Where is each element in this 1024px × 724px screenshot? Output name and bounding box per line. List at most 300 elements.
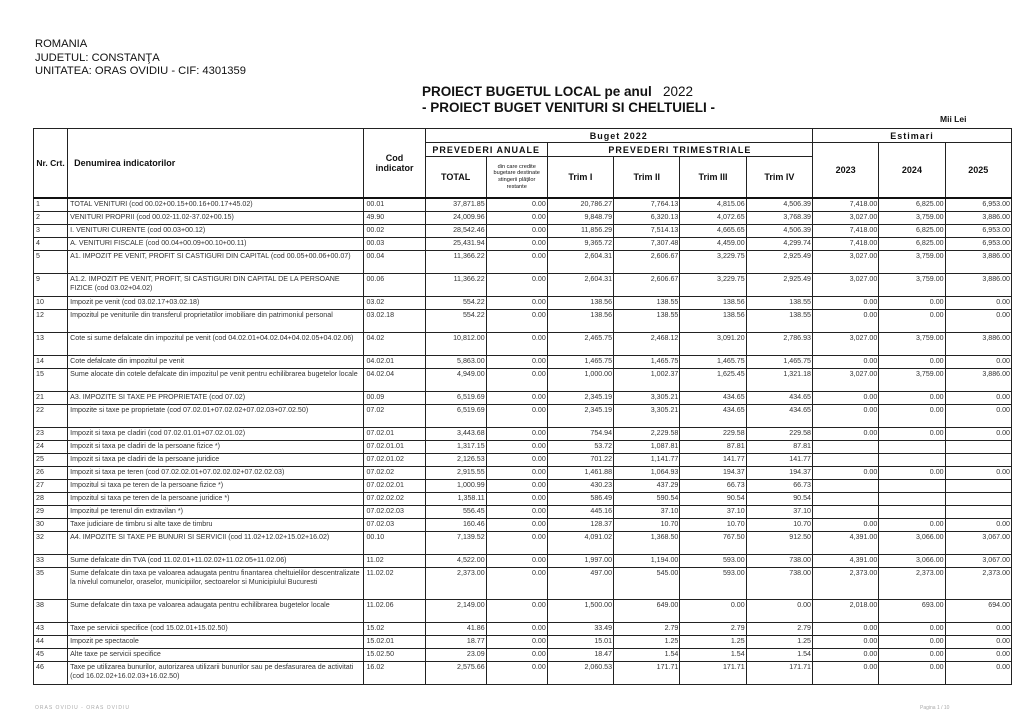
footer-left: ORAS OVIDIU - ORAS OVIDIU	[35, 705, 131, 711]
row-trim1: 20,786.27	[547, 198, 613, 211]
row-credite: 0.00	[486, 567, 547, 599]
row-trim4: 229.58	[746, 427, 812, 440]
table-row	[34, 635, 1012, 648]
row-trim3: 4,815.06	[680, 198, 746, 211]
row-trim2: 649.00	[614, 599, 680, 622]
row-trim2: 590.54	[614, 492, 680, 505]
row-trim1: 701.22	[547, 453, 613, 466]
table-row	[34, 198, 1012, 211]
row-cod: 07.02.02.03	[364, 505, 425, 518]
row-name: A1.2. IMPOZIT PE VENIT, PROFIT, SI CASTIGURI DIN CAPITAL DE LA PERSOANE FIZICE (cod 03.02+04.02)	[68, 273, 364, 296]
document-title	[422, 84, 715, 115]
row-total: 2,575.66	[425, 661, 486, 684]
row-cod: 16.02	[364, 661, 425, 684]
row-estimare-2024: 693.00	[879, 599, 945, 622]
row-trim3: 10.70	[680, 518, 746, 531]
row-trim1: 1,000.00	[547, 368, 613, 391]
row-total: 2,149.00	[425, 599, 486, 622]
row-estimare-2025	[945, 479, 1011, 492]
row-total: 10,812.00	[425, 332, 486, 355]
table-row	[34, 554, 1012, 567]
row-trim2: 2,606.67	[614, 273, 680, 296]
row-estimare-2023: 3,027.00	[813, 250, 879, 273]
row-trim3: 171.71	[680, 661, 746, 684]
row-credite: 0.00	[486, 554, 547, 567]
row-trim3: 1.25	[680, 635, 746, 648]
row-trim4: 2,925.49	[746, 250, 812, 273]
row-trim3: 138.56	[680, 309, 746, 332]
row-trim3: 593.00	[680, 554, 746, 567]
row-estimare-2023: 4,391.00	[813, 554, 879, 567]
row-trim4: 0.00	[746, 599, 812, 622]
row-name: Cote si sume defalcate din impozitul pe venit (cod 04.02.01+04.02.04+04.02.05+04.02.06)	[68, 332, 364, 355]
row-estimare-2023: 0.00	[813, 296, 879, 309]
row-estimare-2024: 0.00	[879, 309, 945, 332]
row-estimare-2023: 3,027.00	[813, 332, 879, 355]
row-estimare-2025	[945, 505, 1011, 518]
county-label: JUDETUL: CONSTANŢA	[35, 51, 160, 64]
row-nr: 26	[34, 466, 68, 479]
row-estimare-2025: 6,953.00	[945, 237, 1011, 250]
row-name: Impozite si taxe pe proprietate (cod 07.02.01+07.02.02+07.02.03+07.02.50)	[68, 404, 364, 427]
row-total: 23.09	[425, 648, 486, 661]
row-cod: 15.02.01	[364, 635, 425, 648]
row-trim2: 2.79	[614, 622, 680, 635]
row-trim3: 1,625.45	[680, 368, 746, 391]
row-trim4: 1.25	[746, 635, 812, 648]
row-name: Cote defalcate din impozitul pe venit	[68, 355, 364, 368]
row-nr: 22	[34, 404, 68, 427]
row-nr: 32	[34, 531, 68, 554]
table-row	[34, 661, 1012, 684]
row-trim2: 171.71	[614, 661, 680, 684]
row-estimare-2023: 3,027.00	[813, 368, 879, 391]
row-name: Impozitul si taxa pe teren de la persoane juridice *)	[68, 492, 364, 505]
row-estimare-2024: 0.00	[879, 404, 945, 427]
row-name: A3. IMPOZITE SI TAXE PE PROPRIETATE (cod 07.02)	[68, 391, 364, 404]
row-estimare-2023	[813, 440, 879, 453]
row-trim3: 3,229.75	[680, 273, 746, 296]
row-credite: 0.00	[486, 492, 547, 505]
row-name: Impozit si taxa pe teren (cod 07.02.02.01+07.02.02.02+07.02.02.03)	[68, 466, 364, 479]
row-total: 1,358.11	[425, 492, 486, 505]
row-nr: 4	[34, 237, 68, 250]
row-trim2: 1,465.75	[614, 355, 680, 368]
row-cod: 00.02	[364, 224, 425, 237]
row-estimare-2024: 0.00	[879, 635, 945, 648]
row-trim3: 37.10	[680, 505, 746, 518]
row-total: 160.46	[425, 518, 486, 531]
row-total: 554.22	[425, 309, 486, 332]
row-trim2: 3,305.21	[614, 391, 680, 404]
row-trim4: 1.54	[746, 648, 812, 661]
row-name: A4. IMPOZITE SI TAXE PE BUNURI SI SERVICII (cod 11.02+12.02+15.02+16.02)	[68, 531, 364, 554]
row-estimare-2025: 0.00	[945, 296, 1011, 309]
row-cod: 07.02.01.02	[364, 453, 425, 466]
table-row	[34, 648, 1012, 661]
row-credite: 0.00	[486, 273, 547, 296]
row-estimare-2024: 3,759.00	[879, 250, 945, 273]
row-estimare-2025: 3,886.00	[945, 368, 1011, 391]
row-total: 2,915.55	[425, 466, 486, 479]
row-trim3: 2.79	[680, 622, 746, 635]
row-total: 25,431.94	[425, 237, 486, 250]
row-estimare-2024	[879, 492, 945, 505]
header-2024: 2024	[879, 143, 945, 199]
row-estimare-2025: 0.00	[945, 404, 1011, 427]
row-trim3: 4,665.65	[680, 224, 746, 237]
table-row	[34, 404, 1012, 427]
row-estimare-2025: 0.00	[945, 661, 1011, 684]
row-cod: 07.02	[364, 404, 425, 427]
currency-unit: Mii Lei	[940, 114, 967, 124]
row-estimare-2025: 3,067.00	[945, 554, 1011, 567]
row-estimare-2023: 0.00	[813, 622, 879, 635]
row-estimare-2025: 0.00	[945, 309, 1011, 332]
row-estimare-2024: 3,759.00	[879, 368, 945, 391]
row-credite: 0.00	[486, 296, 547, 309]
row-estimare-2023: 7,418.00	[813, 224, 879, 237]
row-cod: 00.03	[364, 237, 425, 250]
row-trim2: 1,087.81	[614, 440, 680, 453]
row-trim2: 2,606.67	[614, 250, 680, 273]
row-name: A. VENITURI FISCALE (cod 00.04+00.09+00.10+00.11)	[68, 237, 364, 250]
row-cod: 00.09	[364, 391, 425, 404]
row-trim4: 2,786.93	[746, 332, 812, 355]
row-credite: 0.00	[486, 355, 547, 368]
row-credite: 0.00	[486, 211, 547, 224]
row-trim4: 4,506.39	[746, 224, 812, 237]
row-nr: 27	[34, 479, 68, 492]
row-estimare-2023: 2,018.00	[813, 599, 879, 622]
header-2023: 2023	[813, 143, 879, 199]
row-name: Taxe pe servicii specifice (cod 15.02.01+15.02.50)	[68, 622, 364, 635]
row-nr: 44	[34, 635, 68, 648]
row-name: A1. IMPOZIT PE VENIT, PROFIT SI CASTIGURI DIN CAPITAL (cod 00.05+00.06+00.07)	[68, 250, 364, 273]
row-trim3: 229.58	[680, 427, 746, 440]
row-total: 4,949.00	[425, 368, 486, 391]
row-nr: 46	[34, 661, 68, 684]
row-nr: 23	[34, 427, 68, 440]
table-row	[34, 466, 1012, 479]
row-trim1: 2,604.31	[547, 250, 613, 273]
row-cod: 15.02.50	[364, 648, 425, 661]
row-trim1: 4,091.02	[547, 531, 613, 554]
row-trim3: 141.77	[680, 453, 746, 466]
row-cod: 00.10	[364, 531, 425, 554]
row-cod: 00.01	[364, 198, 425, 211]
row-trim4: 2.79	[746, 622, 812, 635]
row-trim2: 1,194.00	[614, 554, 680, 567]
header-trim3: Trim III	[680, 157, 746, 199]
table-row	[34, 567, 1012, 599]
row-cod: 07.02.02.01	[364, 479, 425, 492]
row-trim4: 141.77	[746, 453, 812, 466]
row-estimare-2024	[879, 453, 945, 466]
row-estimare-2023	[813, 479, 879, 492]
row-trim3: 767.50	[680, 531, 746, 554]
row-total: 4,522.00	[425, 554, 486, 567]
row-trim1: 15.01	[547, 635, 613, 648]
row-trim1: 2,345.19	[547, 404, 613, 427]
row-trim2: 3,305.21	[614, 404, 680, 427]
row-name: Impozit pe venit (cod 03.02.17+03.02.18)	[68, 296, 364, 309]
row-cod: 04.02	[364, 332, 425, 355]
row-cod: 00.04	[364, 250, 425, 273]
table-row	[34, 296, 1012, 309]
row-estimare-2024: 3,066.00	[879, 554, 945, 567]
row-trim4: 66.73	[746, 479, 812, 492]
row-trim3: 138.56	[680, 296, 746, 309]
row-nr: 30	[34, 518, 68, 531]
row-name: Impozit si taxa pe cladiri de la persoane fizice *)	[68, 440, 364, 453]
row-trim1: 1,461.88	[547, 466, 613, 479]
row-estimare-2024: 0.00	[879, 661, 945, 684]
row-name: Impozit si taxa pe cladiri de la persoane juridice	[68, 453, 364, 466]
row-trim3: 3,229.75	[680, 250, 746, 273]
row-trim3: 3,091.20	[680, 332, 746, 355]
row-cod: 07.02.02	[364, 466, 425, 479]
row-cod: 00.06	[364, 273, 425, 296]
table-header	[34, 129, 1012, 199]
row-estimare-2024: 3,759.00	[879, 332, 945, 355]
row-credite: 0.00	[486, 250, 547, 273]
row-trim4: 4,299.74	[746, 237, 812, 250]
row-cod: 07.02.02.02	[364, 492, 425, 505]
row-estimare-2024: 0.00	[879, 622, 945, 635]
row-nr: 12	[34, 309, 68, 332]
row-nr: 9	[34, 273, 68, 296]
row-trim4: 2,925.49	[746, 273, 812, 296]
row-trim1: 9,365.72	[547, 237, 613, 250]
row-trim1: 128.37	[547, 518, 613, 531]
row-estimare-2025: 3,886.00	[945, 332, 1011, 355]
row-trim2: 1,368.50	[614, 531, 680, 554]
row-trim1: 9,848.79	[547, 211, 613, 224]
row-estimare-2024: 0.00	[879, 427, 945, 440]
row-nr: 29	[34, 505, 68, 518]
row-credite: 0.00	[486, 224, 547, 237]
row-total: 1,000.99	[425, 479, 486, 492]
row-trim4: 171.71	[746, 661, 812, 684]
row-name: Sume alocate din cotele defalcate din impozitul pe venit pentru echilibrarea bugetelor locale	[68, 368, 364, 391]
row-estimare-2025: 0.00	[945, 355, 1011, 368]
footer-right: Pagina 1 / 10	[920, 705, 950, 711]
table-row	[34, 518, 1012, 531]
row-trim1: 754.94	[547, 427, 613, 440]
document-header	[35, 38, 246, 79]
row-estimare-2023: 0.00	[813, 466, 879, 479]
table-row	[34, 479, 1012, 492]
table-row	[34, 505, 1012, 518]
row-trim1: 586.49	[547, 492, 613, 505]
row-trim3: 0.00	[680, 599, 746, 622]
row-cod: 04.02.04	[364, 368, 425, 391]
row-trim3: 4,072.65	[680, 211, 746, 224]
row-estimare-2025	[945, 440, 1011, 453]
row-trim2: 437.29	[614, 479, 680, 492]
table-row	[34, 492, 1012, 505]
row-nr: 28	[34, 492, 68, 505]
row-credite: 0.00	[486, 453, 547, 466]
row-trim4: 1,465.75	[746, 355, 812, 368]
row-trim3: 434.65	[680, 404, 746, 427]
row-trim2: 138.55	[614, 296, 680, 309]
row-credite: 0.00	[486, 198, 547, 211]
row-cod: 07.02.01.01	[364, 440, 425, 453]
row-trim2: 1.25	[614, 635, 680, 648]
row-nr: 33	[34, 554, 68, 567]
row-nr: 13	[34, 332, 68, 355]
title-year: 2022	[663, 84, 694, 99]
row-credite: 0.00	[486, 440, 547, 453]
row-trim1: 11,856.29	[547, 224, 613, 237]
row-trim1: 497.00	[547, 567, 613, 599]
row-trim1: 430.23	[547, 479, 613, 492]
row-credite: 0.00	[486, 368, 547, 391]
row-estimare-2023: 3,027.00	[813, 273, 879, 296]
row-credite: 0.00	[486, 309, 547, 332]
table-row	[34, 453, 1012, 466]
table-row	[34, 224, 1012, 237]
row-nr: 38	[34, 599, 68, 622]
table-row	[34, 332, 1012, 355]
row-name: Impozitul pe veniturile din transferul proprietatilor imobiliare din patrimoniul personal	[68, 309, 364, 332]
row-estimare-2024: 0.00	[879, 391, 945, 404]
row-total: 6,519.69	[425, 404, 486, 427]
table-row	[34, 599, 1012, 622]
row-estimare-2023: 0.00	[813, 427, 879, 440]
row-nr: 35	[34, 567, 68, 599]
row-credite: 0.00	[486, 635, 547, 648]
row-nr: 5	[34, 250, 68, 273]
row-estimare-2024: 0.00	[879, 466, 945, 479]
header-denumire: Denumirea indicatorilor	[68, 129, 364, 199]
header-total: TOTAL	[425, 157, 486, 199]
row-estimare-2025: 694.00	[945, 599, 1011, 622]
row-cod: 15.02	[364, 622, 425, 635]
row-estimare-2024: 3,066.00	[879, 531, 945, 554]
row-credite: 0.00	[486, 466, 547, 479]
row-nr: 43	[34, 622, 68, 635]
row-total: 7,139.52	[425, 531, 486, 554]
header-trim4: Trim IV	[746, 157, 812, 199]
row-name: Sume defalcate din taxa pe valoarea adaugata pentru finantarea cheltuielilor descentralizate la nivelul comunelor, oraselor, municipiilor, sectoarelor si Municipiului Bucuresti	[68, 567, 364, 599]
row-estimare-2025: 3,886.00	[945, 273, 1011, 296]
table-row	[34, 427, 1012, 440]
table-row	[34, 211, 1012, 224]
row-estimare-2025: 3,886.00	[945, 250, 1011, 273]
row-trim1: 1,465.75	[547, 355, 613, 368]
row-trim3: 1,465.75	[680, 355, 746, 368]
row-trim1: 138.56	[547, 296, 613, 309]
row-estimare-2025: 0.00	[945, 622, 1011, 635]
header-trim1: Trim I	[547, 157, 613, 199]
unit-label: UNITATEA: ORAS OVIDIU - CIF: 4301359	[35, 65, 246, 77]
row-name: Impozitul pe terenul din extravilan *)	[68, 505, 364, 518]
row-total: 3,443.68	[425, 427, 486, 440]
row-nr: 1	[34, 198, 68, 211]
row-estimare-2025: 0.00	[945, 466, 1011, 479]
row-estimare-2023	[813, 453, 879, 466]
row-trim4: 434.65	[746, 391, 812, 404]
row-total: 37,871.85	[425, 198, 486, 211]
budget-table	[33, 128, 1012, 685]
row-trim1: 18.47	[547, 648, 613, 661]
row-trim1: 33.49	[547, 622, 613, 635]
row-estimare-2025	[945, 492, 1011, 505]
row-estimare-2023: 2,373.00	[813, 567, 879, 599]
row-estimare-2024: 6,825.00	[879, 237, 945, 250]
row-estimare-2023: 7,418.00	[813, 237, 879, 250]
row-cod: 49.90	[364, 211, 425, 224]
row-name: Impozitul si taxa pe teren de la persoane fizice *)	[68, 479, 364, 492]
row-estimare-2024: 0.00	[879, 355, 945, 368]
row-trim4: 138.55	[746, 296, 812, 309]
row-estimare-2024: 6,825.00	[879, 224, 945, 237]
row-estimare-2025: 3,886.00	[945, 211, 1011, 224]
row-trim3: 90.54	[680, 492, 746, 505]
row-trim4: 1,321.18	[746, 368, 812, 391]
row-estimare-2023: 0.00	[813, 355, 879, 368]
row-estimare-2025: 0.00	[945, 648, 1011, 661]
row-credite: 0.00	[486, 531, 547, 554]
row-nr: 24	[34, 440, 68, 453]
row-credite: 0.00	[486, 391, 547, 404]
row-trim2: 1,064.93	[614, 466, 680, 479]
row-name: I. VENITURI CURENTE (cod 00.03+00.12)	[68, 224, 364, 237]
row-cod: 04.02.01	[364, 355, 425, 368]
header-2025: 2025	[945, 143, 1011, 199]
row-estimare-2023	[813, 505, 879, 518]
row-estimare-2023: 3,027.00	[813, 211, 879, 224]
row-cod: 07.02.01	[364, 427, 425, 440]
row-credite: 0.00	[486, 404, 547, 427]
row-total: 41.86	[425, 622, 486, 635]
row-total: 556.45	[425, 505, 486, 518]
row-trim4: 434.65	[746, 404, 812, 427]
title-line1: PROIECT BUGETUL LOCAL pe anul	[422, 84, 652, 99]
row-trim1: 2,604.31	[547, 273, 613, 296]
row-estimare-2023: 0.00	[813, 518, 879, 531]
row-credite: 0.00	[486, 427, 547, 440]
table-row	[34, 368, 1012, 391]
row-trim3: 194.37	[680, 466, 746, 479]
row-nr: 15	[34, 368, 68, 391]
row-estimare-2023: 7,418.00	[813, 198, 879, 211]
row-estimare-2024: 6,825.00	[879, 198, 945, 211]
row-total: 2,373.00	[425, 567, 486, 599]
row-estimare-2025: 0.00	[945, 427, 1011, 440]
row-estimare-2025: 6,953.00	[945, 224, 1011, 237]
header-trim2: Trim II	[614, 157, 680, 199]
table-body	[34, 198, 1012, 684]
row-cod: 11.02	[364, 554, 425, 567]
row-total: 28,542.46	[425, 224, 486, 237]
row-nr: 3	[34, 224, 68, 237]
row-estimare-2025: 0.00	[945, 635, 1011, 648]
row-trim2: 10.70	[614, 518, 680, 531]
table-row	[34, 440, 1012, 453]
table-row	[34, 309, 1012, 332]
row-estimare-2023: 0.00	[813, 661, 879, 684]
table-row	[34, 355, 1012, 368]
row-estimare-2025: 6,953.00	[945, 198, 1011, 211]
row-total: 554.22	[425, 296, 486, 309]
row-trim4: 3,768.39	[746, 211, 812, 224]
row-trim1: 1,500.00	[547, 599, 613, 622]
row-trim1: 53.72	[547, 440, 613, 453]
